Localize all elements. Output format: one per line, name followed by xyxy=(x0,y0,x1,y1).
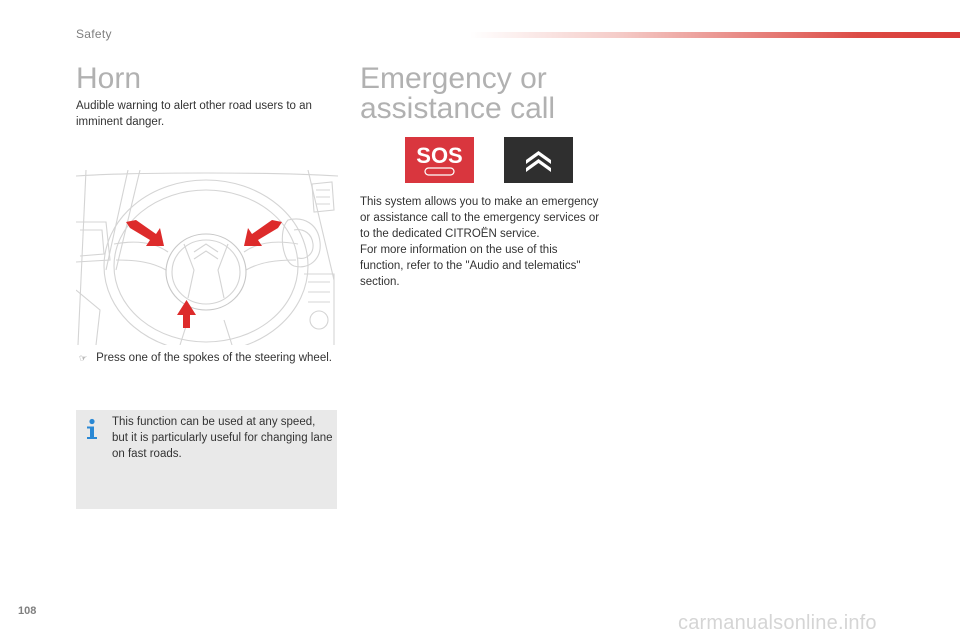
emergency-description-line: section. xyxy=(360,276,400,288)
sos-button-label: SOS xyxy=(416,143,463,168)
horn-description: Audible warning to alert other road users to an imminent danger. xyxy=(76,100,312,128)
steering-wheel-icon xyxy=(76,170,338,345)
steering-wheel-illustration xyxy=(76,170,338,345)
section-label: Safety xyxy=(76,27,112,41)
emergency-description-line: This system allows you to make an emergency xyxy=(360,196,599,208)
emergency-description xyxy=(360,194,625,290)
watermark: carmanualsonline.info xyxy=(678,612,877,634)
emergency-description-line: to the dedicated CITROËN service. xyxy=(360,228,540,240)
sos-button-icon xyxy=(405,137,474,183)
info-box xyxy=(76,410,337,509)
page-number: 108 xyxy=(18,605,37,617)
emergency-title: Emergency or assistance call xyxy=(360,62,556,125)
info-icon xyxy=(86,418,98,440)
sos-button xyxy=(405,137,474,183)
emergency-description-line: function, refer to the "Audio and telematics" xyxy=(360,260,581,272)
emergency-description-line: For more information on the use of this xyxy=(360,244,558,256)
horn-instruction-text: Press one of the spokes of the steering wheel. xyxy=(96,352,332,364)
citroen-assistance-button xyxy=(504,137,573,183)
pointing-hand-icon: ☞ xyxy=(79,353,88,363)
emergency-description-line: or assistance call to the emergency services or xyxy=(360,212,600,224)
horn-title: Horn xyxy=(76,62,142,95)
info-text: This function can be used at any speed, but it is particularly useful for changing lane on fast roads. xyxy=(112,416,333,460)
citroen-chevrons-icon xyxy=(504,137,573,183)
horn-instruction xyxy=(79,352,349,364)
header-accent-bar xyxy=(470,32,960,38)
